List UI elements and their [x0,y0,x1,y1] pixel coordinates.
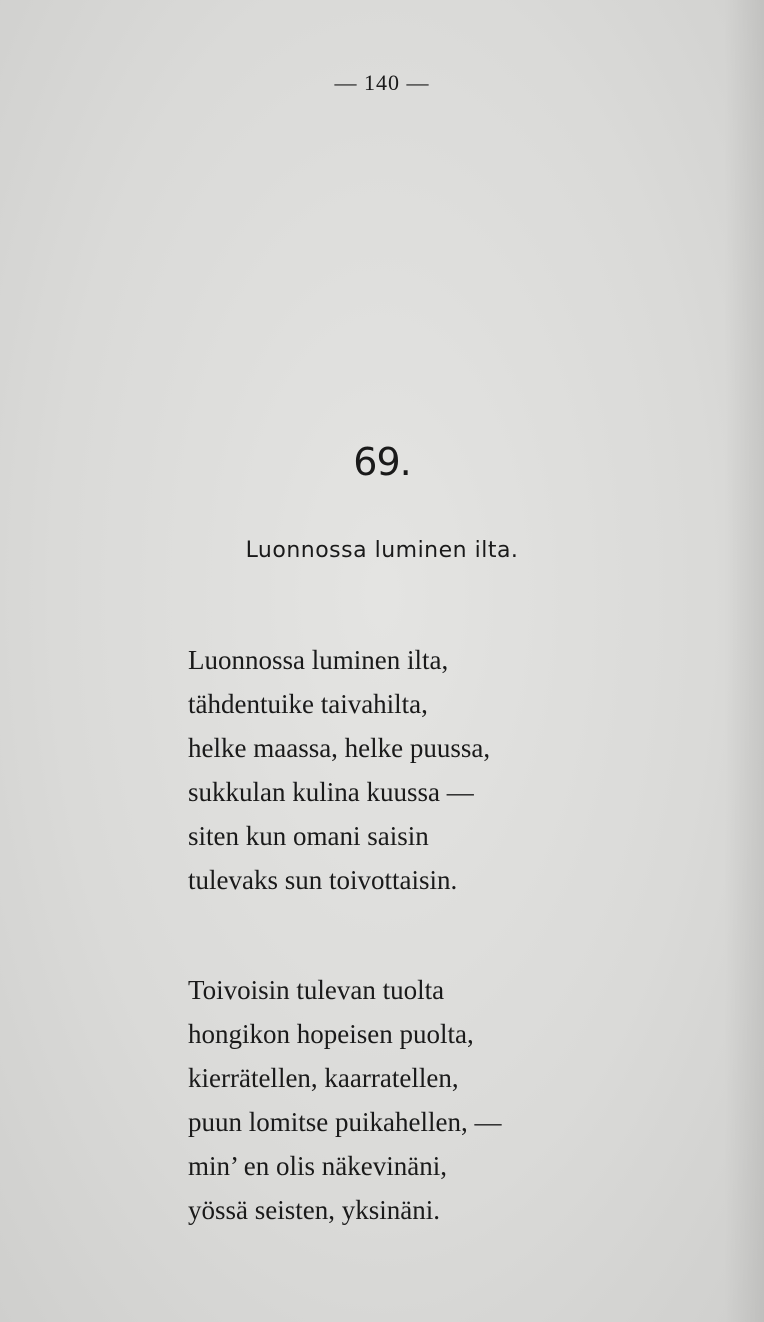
poem-number: 69. [353,440,411,484]
poem-title: Luonnossa luminen ilta. [245,538,519,563]
poem-line: Toivoisin tulevan tuolta [188,975,445,1005]
page-number: — 140 — [334,70,430,95]
stanza-2 [188,968,588,1232]
poem-line: min’ en olis näkevinäni, [188,1151,447,1181]
poem-line: kierrätellen, kaarratellen, [188,1063,459,1093]
poem-line: tulevaks sun toivottaisin. [188,865,458,895]
poem-line: helke maassa, helke puussa, [188,733,491,763]
poem-line: siten kun omani saisin [188,821,429,851]
stanza-1 [188,638,588,902]
poem-line: hongikon hopeisen puolta, [188,1019,474,1049]
poem-line: yössä seisten, yksinäni. [188,1195,440,1225]
poem-line: tähdentuike taivahilta, [188,689,428,719]
poem-line: puun lomitse puikahellen, — [188,1107,502,1137]
page-edge-shadow [724,0,764,1322]
poem-line: sukkulan kulina kuussa — [188,777,474,807]
poem-line: Luonnossa luminen ilta, [188,645,449,675]
